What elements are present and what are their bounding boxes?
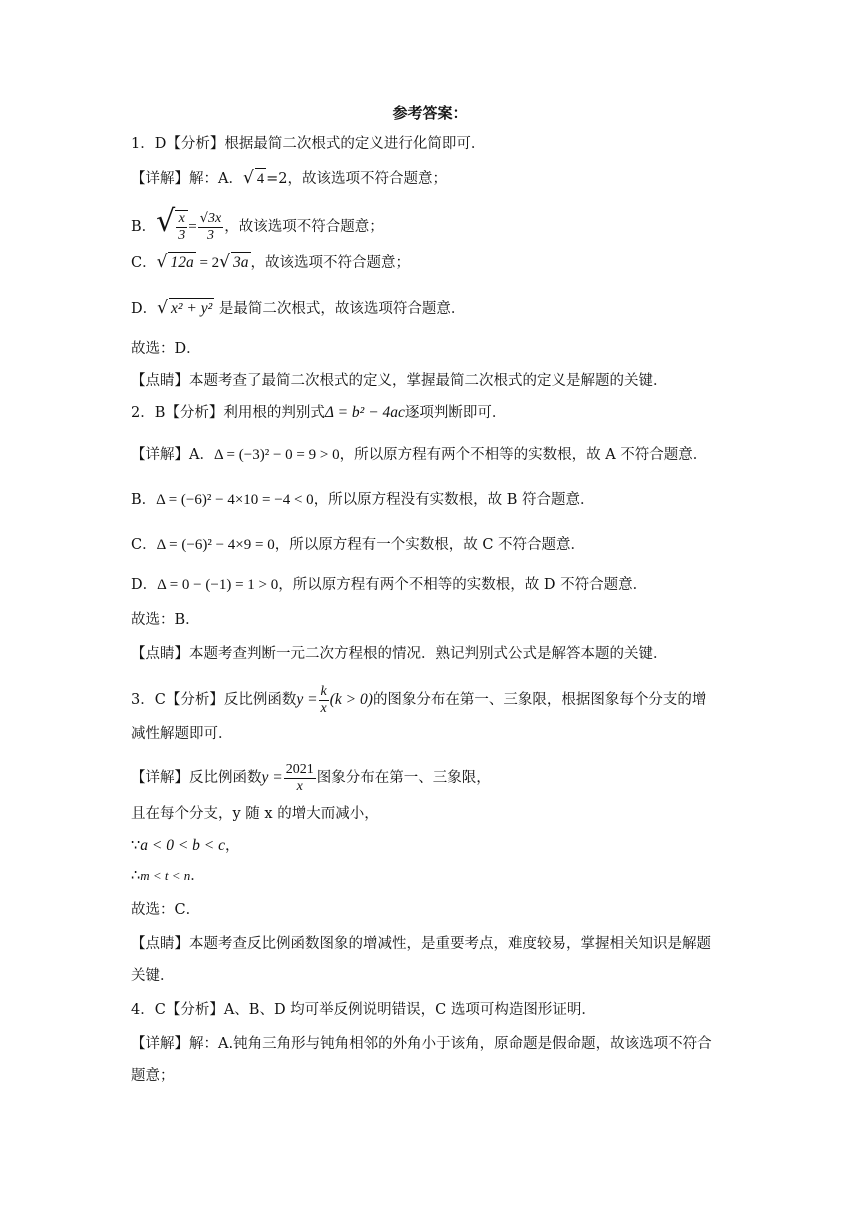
- q1a-radicand: 4: [255, 168, 266, 189]
- q2-option-c: C．Δ = (−6)² − 4×9 = 0，所以原方程有一个实数根，故 C 不符合题意．: [131, 537, 586, 553]
- q4-detail-cont: 题意；: [131, 1068, 175, 1084]
- q2-option-a: 【详解】A．Δ = (−3)² − 0 = 9 > 0，所以原方程有两个不相等的实数根，故 A 不符合题意．: [131, 447, 708, 463]
- q1-analysis: 1．D【分析】根据最简二次根式的定义进行化简即可．: [131, 136, 486, 152]
- q1-option-c: C．√ 12a = 2√ 3a ，故该选项不符合题意；: [131, 252, 411, 272]
- q2-selection: 故选：B．: [131, 612, 200, 628]
- q3-analysis: 3．C【分析】反比例函数y = $\frac{k}{x}$ (k > 0)的图象分布在第一、三象限，根据图象每个分支的增: [131, 683, 707, 716]
- q3-note-cont: 关键．: [131, 968, 175, 984]
- q2-option-d: D．Δ = 0 − (−1) = 1 > 0，所以原方程有两个不相等的实数根，故 D 不符合题意．: [131, 577, 648, 593]
- q3-analysis-cont: 减性解题即可．: [131, 726, 233, 742]
- q3-detail: 【详解】反比例函数y = $\frac{2021}{x}$ 图象分布在第一、三象限，: [131, 761, 491, 794]
- q4-detail: 【详解】解：A.钝角三角形与钝角相邻的外角小于该角，原命题是假命题，故该选项不符合: [131, 1036, 712, 1052]
- page-title: 参考答案：: [392, 104, 468, 122]
- q2-option-b: B．Δ = (−6)² − 4×10 = −4 < 0，所以原方程没有实数根，故 B 符合题意．: [131, 492, 595, 508]
- q1-option-d: D．√ x² + y² 是最简二次根式，故该选项符合题意．: [131, 298, 466, 318]
- q1-selection: 故选：D．: [131, 341, 201, 357]
- q1-option-b: B．√ $\frac{x}{3}$ = $\frac{√3x}{3}$ ，故该选项不符合题意；: [131, 204, 384, 243]
- q3-because: ∵a < 0 < b < c，: [131, 837, 240, 854]
- q3-detail-line2: 且在每个分支，y 随 x 的增大而减小，: [131, 806, 379, 822]
- q3-note: 【点睛】本题考查反比例函数图象的增减性，是重要考点，难度较易，掌握相关知识是解题: [131, 936, 711, 952]
- q3-therefore: ∴m < t < n．: [131, 868, 205, 884]
- q1-option-a: 【详解】解：A．√ 4 =2，故该选项不符合题意；: [131, 168, 447, 188]
- q3-selection: 故选：C．: [131, 902, 201, 918]
- q2-analysis: 2．B【分析】利用根的判别式Δ = b² − 4ac逐项判断即可．: [131, 404, 507, 421]
- q1-note: 【点睛】本题考查了最简二次根式的定义，掌握最简二次根式的定义是解题的关键．: [131, 373, 668, 389]
- q2-note: 【点睛】本题考查判断一元二次方程根的情况．熟记判别式公式是解答本题的关键．: [131, 646, 668, 662]
- q4-analysis: 4．C【分析】A、B、D 均可举反例说明错误，C 选项可构造图形证明．: [131, 1002, 596, 1018]
